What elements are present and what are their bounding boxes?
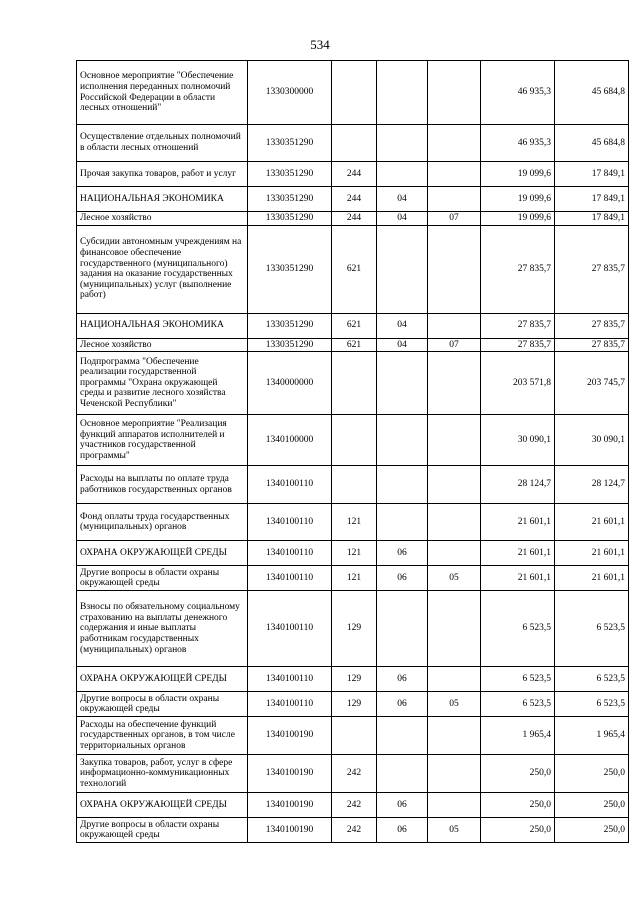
cell-code: 1340100110: [248, 667, 332, 692]
cell-pr: [428, 415, 481, 466]
cell-pr: [428, 352, 481, 415]
cell-value-1: 1 965,4: [481, 717, 555, 755]
cell-pr: 07: [428, 338, 481, 352]
cell-name: ОХРАНА ОКРУЖАЮЩЕЙ СРЕДЫ: [77, 541, 248, 566]
cell-name: Основное мероприятие "Реализация функций аппаратов исполнителей и участников государственной программы": [77, 415, 248, 466]
cell-value-1: 250,0: [481, 793, 555, 818]
cell-pr: [428, 61, 481, 125]
cell-name: Подпрограмма "Обеспечение реализации государственной программы "Охрана окружающей среды и развитие лесного хозяйства Чеченской Республики": [77, 352, 248, 415]
cell-rz: 06: [377, 667, 428, 692]
cell-value-1: 6 523,5: [481, 692, 555, 717]
cell-value-2: 21 601,1: [555, 566, 629, 591]
table-row: [77, 61, 629, 125]
cell-vr: 121: [332, 566, 377, 591]
cell-vr: [332, 415, 377, 466]
cell-value-2: 6 523,5: [555, 591, 629, 667]
cell-code: 1330300000: [248, 61, 332, 125]
cell-rz: [377, 415, 428, 466]
table-row: [77, 225, 629, 313]
cell-value-2: 17 849,1: [555, 212, 629, 226]
cell-value-2: 1 965,4: [555, 717, 629, 755]
cell-pr: 05: [428, 692, 481, 717]
cell-vr: [332, 125, 377, 162]
table-row: [77, 212, 629, 226]
cell-rz: 04: [377, 338, 428, 352]
cell-rz: [377, 61, 428, 125]
table-row: [77, 793, 629, 818]
cell-value-2: 6 523,5: [555, 692, 629, 717]
cell-rz: [377, 755, 428, 793]
cell-pr: [428, 125, 481, 162]
cell-name: Прочая закупка товаров, работ и услуг: [77, 162, 248, 187]
cell-code: 1340100190: [248, 755, 332, 793]
cell-name: Другие вопросы в области охраны окружающей среды: [77, 818, 248, 843]
cell-name: Основное мероприятие "Обеспечение исполнения переданных полномочий Российской Федерации в области лесных отношений": [77, 61, 248, 125]
cell-value-2: 45 684,8: [555, 61, 629, 125]
cell-code: 1330351290: [248, 162, 332, 187]
cell-name: Расходы на обеспечение функций государственных органов, в том числе территориальных органов: [77, 717, 248, 755]
cell-pr: [428, 591, 481, 667]
table-row: [77, 187, 629, 212]
cell-rz: [377, 225, 428, 313]
cell-value-1: 27 835,7: [481, 338, 555, 352]
cell-code: 1340000000: [248, 352, 332, 415]
table-row: [77, 125, 629, 162]
cell-code: 1340100190: [248, 818, 332, 843]
table-row: [77, 818, 629, 843]
cell-vr: 242: [332, 818, 377, 843]
cell-pr: [428, 225, 481, 313]
cell-vr: 242: [332, 755, 377, 793]
cell-value-2: 21 601,1: [555, 541, 629, 566]
cell-vr: 121: [332, 541, 377, 566]
budget-table: [76, 60, 629, 843]
cell-pr: 05: [428, 566, 481, 591]
table-row: [77, 591, 629, 667]
table-row: [77, 504, 629, 541]
cell-value-1: 19 099,6: [481, 162, 555, 187]
cell-rz: 04: [377, 212, 428, 226]
cell-vr: 621: [332, 338, 377, 352]
cell-value-2: 17 849,1: [555, 162, 629, 187]
cell-value-1: 27 835,7: [481, 313, 555, 338]
cell-name: Закупка товаров, работ, услуг в сфере информационно-коммуникационных технологий: [77, 755, 248, 793]
cell-vr: 621: [332, 225, 377, 313]
cell-pr: [428, 541, 481, 566]
cell-value-1: 27 835,7: [481, 225, 555, 313]
cell-value-1: 28 124,7: [481, 466, 555, 504]
cell-value-1: 21 601,1: [481, 566, 555, 591]
cell-pr: 07: [428, 212, 481, 226]
cell-name: Осуществление отдельных полномочий в области лесных отношений: [77, 125, 248, 162]
cell-value-1: 250,0: [481, 818, 555, 843]
cell-vr: 242: [332, 793, 377, 818]
cell-rz: 04: [377, 187, 428, 212]
cell-pr: [428, 667, 481, 692]
cell-pr: [428, 162, 481, 187]
cell-name: Расходы на выплаты по оплате труда работников государственных органов: [77, 466, 248, 504]
cell-pr: [428, 187, 481, 212]
table-row: [77, 313, 629, 338]
cell-rz: [377, 162, 428, 187]
table-row: [77, 541, 629, 566]
cell-vr: [332, 717, 377, 755]
table-row: [77, 415, 629, 466]
cell-value-2: 28 124,7: [555, 466, 629, 504]
cell-value-2: 250,0: [555, 793, 629, 818]
cell-code: 1340100190: [248, 717, 332, 755]
cell-vr: 129: [332, 591, 377, 667]
cell-name: НАЦИОНАЛЬНАЯ ЭКОНОМИКА: [77, 187, 248, 212]
cell-code: 1340100110: [248, 541, 332, 566]
cell-code: 1330351290: [248, 338, 332, 352]
cell-value-1: 250,0: [481, 755, 555, 793]
cell-name: ОХРАНА ОКРУЖАЮЩЕЙ СРЕДЫ: [77, 667, 248, 692]
cell-pr: 05: [428, 818, 481, 843]
cell-code: 1330351290: [248, 212, 332, 226]
cell-vr: 244: [332, 212, 377, 226]
cell-value-2: 27 835,7: [555, 313, 629, 338]
cell-value-1: 21 601,1: [481, 504, 555, 541]
cell-rz: [377, 125, 428, 162]
table-row: [77, 352, 629, 415]
cell-name: Взносы по обязательному социальному страхованию на выплаты денежного содержания и иные выплаты работникам государственных (муниципальных) органов: [77, 591, 248, 667]
cell-name: Лесное хозяйство: [77, 338, 248, 352]
table-row: [77, 338, 629, 352]
cell-value-1: 46 935,3: [481, 61, 555, 125]
table-row: [77, 667, 629, 692]
cell-name: Другие вопросы в области охраны окружающей среды: [77, 692, 248, 717]
cell-value-2: 203 745,7: [555, 352, 629, 415]
cell-name: Субсидии автономным учреждениям на финансовое обеспечение государственного (муниципального) задания на оказание государственных (муниципальных) услуг (выполнение работ): [77, 225, 248, 313]
cell-value-1: 203 571,8: [481, 352, 555, 415]
cell-vr: 129: [332, 692, 377, 717]
cell-pr: [428, 793, 481, 818]
cell-code: 1340100110: [248, 466, 332, 504]
cell-value-1: 30 090,1: [481, 415, 555, 466]
cell-pr: [428, 313, 481, 338]
cell-name: ОХРАНА ОКРУЖАЮЩЕЙ СРЕДЫ: [77, 793, 248, 818]
cell-value-2: 17 849,1: [555, 187, 629, 212]
cell-name: Другие вопросы в области охраны окружающей среды: [77, 566, 248, 591]
cell-rz: 06: [377, 541, 428, 566]
page-number: 534: [310, 37, 330, 52]
cell-rz: 06: [377, 818, 428, 843]
cell-rz: [377, 717, 428, 755]
cell-name: Лесное хозяйство: [77, 212, 248, 226]
table-row: [77, 466, 629, 504]
table-row: [77, 717, 629, 755]
cell-value-2: 27 835,7: [555, 225, 629, 313]
cell-rz: 06: [377, 793, 428, 818]
cell-code: 1340100110: [248, 566, 332, 591]
cell-vr: [332, 352, 377, 415]
cell-rz: 06: [377, 692, 428, 717]
cell-pr: [428, 755, 481, 793]
cell-value-2: 6 523,5: [555, 667, 629, 692]
cell-rz: [377, 466, 428, 504]
cell-pr: [428, 504, 481, 541]
cell-rz: [377, 504, 428, 541]
cell-code: 1340100000: [248, 415, 332, 466]
cell-rz: [377, 352, 428, 415]
cell-value-1: 6 523,5: [481, 667, 555, 692]
cell-rz: 06: [377, 566, 428, 591]
cell-value-2: 250,0: [555, 818, 629, 843]
cell-code: 1330351290: [248, 187, 332, 212]
cell-code: 1330351290: [248, 313, 332, 338]
cell-vr: [332, 466, 377, 504]
cell-vr: 129: [332, 667, 377, 692]
cell-value-2: 45 684,8: [555, 125, 629, 162]
cell-code: 1340100110: [248, 591, 332, 667]
cell-vr: [332, 61, 377, 125]
cell-vr: 244: [332, 162, 377, 187]
cell-code: 1330351290: [248, 125, 332, 162]
cell-value-1: 19 099,6: [481, 212, 555, 226]
cell-code: 1340100110: [248, 504, 332, 541]
cell-rz: 04: [377, 313, 428, 338]
cell-pr: [428, 717, 481, 755]
table-row: [77, 566, 629, 591]
cell-value-2: 21 601,1: [555, 504, 629, 541]
cell-code: 1340100110: [248, 692, 332, 717]
cell-value-2: 250,0: [555, 755, 629, 793]
cell-code: 1330351290: [248, 225, 332, 313]
cell-vr: 121: [332, 504, 377, 541]
table-row: [77, 755, 629, 793]
cell-name: НАЦИОНАЛЬНАЯ ЭКОНОМИКА: [77, 313, 248, 338]
cell-value-1: 6 523,5: [481, 591, 555, 667]
cell-value-2: 30 090,1: [555, 415, 629, 466]
table-row: [77, 162, 629, 187]
cell-value-2: 27 835,7: [555, 338, 629, 352]
cell-pr: [428, 466, 481, 504]
cell-value-1: 21 601,1: [481, 541, 555, 566]
cell-code: 1340100190: [248, 793, 332, 818]
cell-value-1: 46 935,3: [481, 125, 555, 162]
cell-vr: 244: [332, 187, 377, 212]
cell-vr: 621: [332, 313, 377, 338]
cell-name: Фонд оплаты труда государственных (муниципальных) органов: [77, 504, 248, 541]
cell-rz: [377, 591, 428, 667]
cell-value-1: 19 099,6: [481, 187, 555, 212]
table-row: [77, 692, 629, 717]
